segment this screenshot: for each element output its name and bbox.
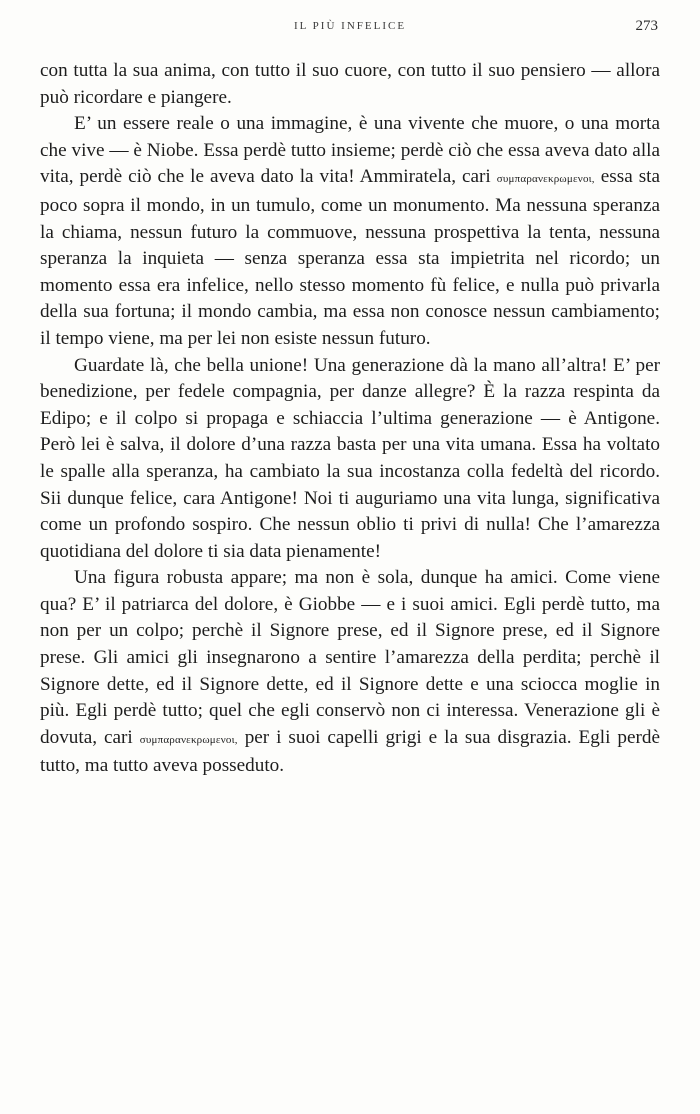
paragraph-text: Guardate là, che bella unione! Una generazione dà la mano all’altra! E’ per benedizione, per fedele compagnia, per danze allegre? È la razza respinta da Edipo; e il colpo si propaga e schiaccia l’ultima generazione — è Antigone. Però lei è salva, il dolore d’una razza basta per una vita umana. Essa ha voltato le spalle alla speranza, ha cambiato la sua incostanza colla fedeltà del ricordo. Sii dunque felice, cara Antigone! Noi ti auguriamo una vita lunga, significativa come un profondo sospiro. Che nessun oblio ti privi di nulla! Che l’amarezza quotidiana del dolore ti sia data pienamente! xyxy=(40,354,660,562)
running-head: IL PIÙ INFELICE xyxy=(293,20,407,32)
paragraph-text: E’ un essere reale o una immagine, è una vivente che muore, o una morta che vive — è Niobe. Essa perdè tutto insieme; perdè ciò che essa aveva dato alla vita, perdè ciò che le aveva dato la vita! Ammiratela, cari xyxy=(40,113,660,188)
greek-word: συμπαρανεκρωμενοι, xyxy=(496,173,595,186)
paragraph-text: con tutta la sua anima, con tutto il suo cuore, con tutto il suo pensiero — allora può ricordare e piangere. xyxy=(40,60,660,108)
body-text xyxy=(40,58,660,780)
paragraph-text: per i suoi capelli grigi e la sua disgrazia. Egli perdè tutto, ma tutto aveva posseduto. xyxy=(40,726,661,777)
paragraph-giobbe xyxy=(40,565,660,780)
page-number: 273 xyxy=(635,18,658,34)
paragraph-text: essa sta poco sopra il mondo, in un tumulo, come un monumento. Ma nessuna speranza la chiama, nessun futuro la commuove, nessuna prospettiva la tenta, nessuna speranza la inquieta — senza speranza essa sta impietrita nel ricordo; un momento essa era infelice, nello stesso momento fù felice, e nulla può privarla della sua fortuna; il mondo cambia, ma essa non conosce nessun cambiamento; il tempo viene, ma per lei non esiste nessun futuro. xyxy=(40,166,661,349)
paragraph-antigone xyxy=(40,353,660,566)
greek-word: συμπαρανεκρωμενοι, xyxy=(139,733,238,746)
page-header xyxy=(40,20,660,40)
paragraph-continuation xyxy=(40,58,660,111)
paragraph-niobe xyxy=(40,111,660,352)
paragraph-text: Una figura robusta appare; ma non è sola, dunque ha amici. Come viene qua? E’ il patriarca del dolore, è Giobbe — e i suoi amici. Egli perdè tutto, ma non per un colpo; perchè il Signore prese, ed il Signore prese, ed il Signore prese. Gli amici gli insegnarono a sentire l’amarezza della perdita; perchè il Signore dette, ed il Signore dette, ed il Signore dette e una sciocca moglie in più. Egli perdè tutto; quel che egli conservò non ci interessa. Venerazione gli è dovuta, cari xyxy=(40,567,660,748)
